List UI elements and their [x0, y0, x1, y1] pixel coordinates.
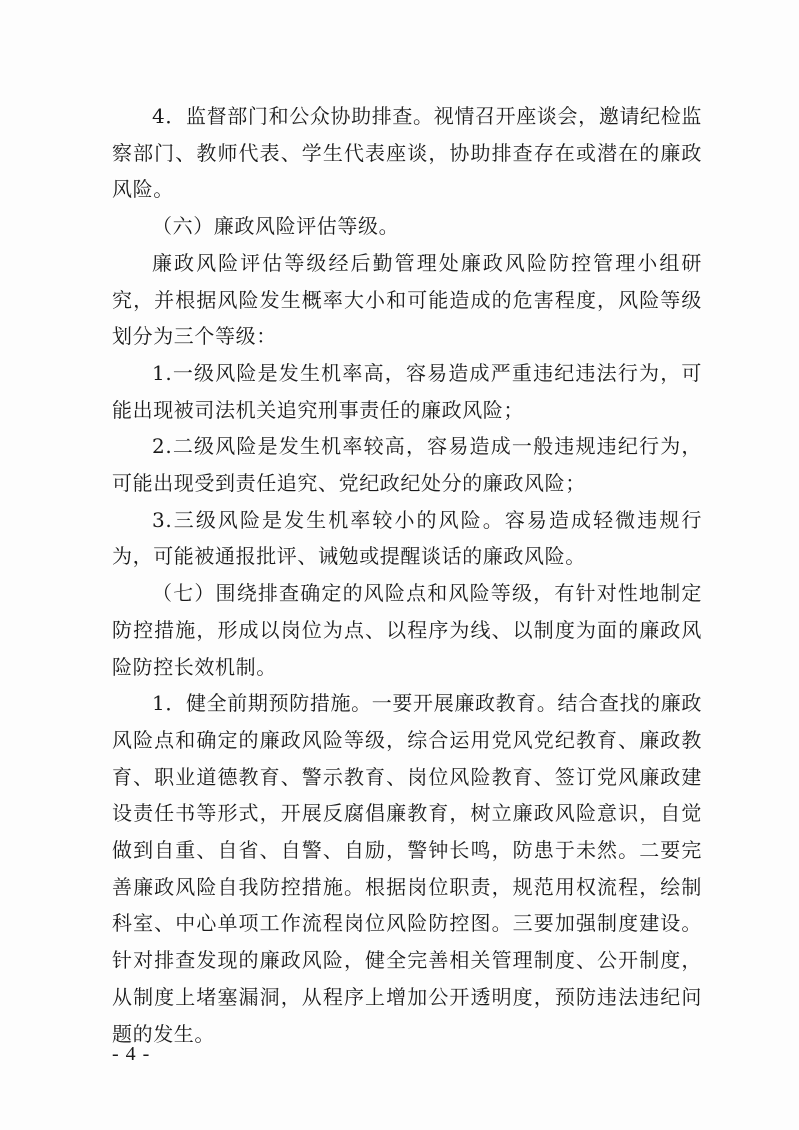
document-body	[112, 98, 702, 1052]
heading-prevention-mechanism: （七）围绕排查确定的风险点和风险等级，有针对性地制定防控措施，形成以岗位为点、以程序为线、以制度为面的廉政风险防控长效机制。	[112, 581, 702, 679]
paragraph-supervision-assist: 4．监督部门和公众协助排查。视情召开座谈会，邀请纪检监察部门、教师代表、学生代表座谈，协助排查存在或潜在的廉政风险。	[112, 104, 702, 202]
paragraph-level-one-risk: 1.一级风险是发生机率高，容易造成严重违纪违法行为，可能出现被司法机关追究刑事责任的廉政风险；	[112, 360, 702, 422]
paragraph-level-two-risk: 2.二级风险是发生机率较高，容易造成一般违规违纪行为，可能出现受到责任追究、党纪政纪处分的廉政风险；	[112, 434, 702, 496]
heading-risk-assessment-level: （六）廉政风险评估等级。	[152, 214, 400, 239]
page-number: - 4 -	[112, 1043, 151, 1065]
paragraph-risk-level-overview: 廉政风险评估等级经后勤管理处廉政风险防控管理小组研究，并根据风险发生概率大小和可能造成的危害程度，风险等级划分为三个等级：	[112, 250, 702, 349]
paragraph-preventive-measures: 1．健全前期预防措施。一要开展廉政教育。结合查找的廉政风险点和确定的廉政风险等级，综合运用党风党纪教育、廉政教育、职业道德教育、警示教育、岗位风险教育、签订党风廉政建设责任书等形式，开展反腐倡廉教育，树立廉政风险意识，自觉做到自重、自省、自警、自励，警钟长鸣，防患于未然。二要完善廉政风险自我防控措施。根据岗位职责，规范用权流程，绘制科室、中心单项工作流程岗位风险防控图。三要加强制度建设。针对排查发现的廉政风险，健全完善相关管理制度、公开制度，从制度上堵塞漏洞，从程序上增加公开透明度，预防违法违纪问题的发生。	[112, 691, 702, 1046]
paragraph-level-three-risk: 3.三级风险是发生机率较小的风险。容易造成轻微违规行为，可能被通报批评、诫勉或提醒谈话的廉政风险。	[112, 507, 702, 569]
